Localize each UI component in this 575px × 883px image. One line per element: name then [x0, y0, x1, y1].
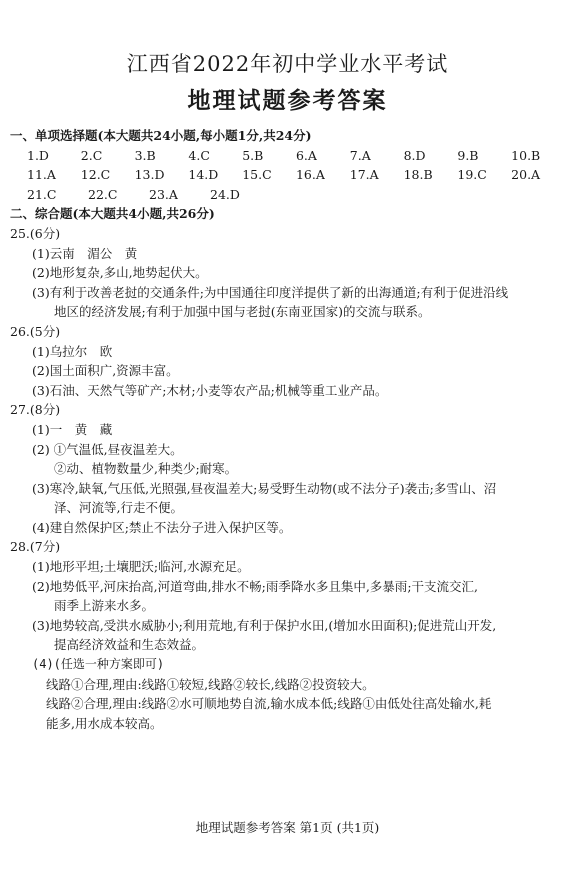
q26-answer-2: (2)国土面积广,资源丰富。 — [32, 363, 179, 379]
section1-heading: 一、单项选择题(本大题共24小题,每小题1分,共24分) — [10, 128, 312, 143]
answer-item: 18.B — [403, 167, 433, 183]
q28-option-1: 线路①合理,理由:线路①较短,线路②较长,线路②投资较大。 — [46, 676, 375, 692]
q28-answer-3-cont: 提高经济效益和生态效益。 — [54, 637, 205, 653]
q27-answer-1: (1)一 黄 藏 — [32, 421, 113, 437]
answer-item: 12.C — [80, 167, 111, 183]
answer-item: 19.C — [457, 167, 487, 183]
section2-heading: 二、综合题(本大题共4小题,共26分) — [10, 206, 215, 222]
q25-answer-1: (1)云南 湄公 黄 — [32, 245, 138, 261]
q28-option-2: 线路②合理,理由:线路②水可顺地势自流,输水成本低;线路①由低处往高处输水,耗 — [46, 696, 492, 712]
answer-item: 20.A — [511, 167, 541, 183]
answer-row — [10, 185, 565, 205]
q25-answer-2: (2)地形复杂,多山,地势起伏大。 — [32, 265, 208, 281]
answer-item: 8.D — [403, 147, 426, 163]
q28-answer-1: (1)地形平坦;土壤肥沃;临河,水源充足。 — [32, 559, 250, 575]
answer-item: 10.B — [511, 147, 541, 163]
q28-answer-2: (2)地势低平,河床抬高,河道弯曲,排水不畅;雨季降水多且集中,多暴雨;干支流交汇, — [32, 578, 478, 594]
answer-item: 22.C — [88, 186, 118, 202]
answer-item: 13.D — [134, 167, 165, 183]
q27-answer-2: (2) ①气温低,昼夜温差大。 — [32, 441, 183, 457]
document-title: 江西省2022年初中学业水平考试 — [126, 52, 449, 76]
answer-item: 1.D — [27, 147, 49, 163]
q28-answer-4: (4)(任选一种方案即可) — [32, 657, 165, 672]
answer-item: 3.B — [134, 147, 156, 163]
answer-item: 4.C — [188, 147, 210, 163]
answer-item: 9.B — [457, 147, 479, 163]
answer-item: 23.A — [149, 186, 178, 202]
answer-item: 15.C — [242, 167, 272, 183]
q27-heading: 27.(8分) — [10, 402, 61, 418]
q26-heading: 26.(5分) — [10, 323, 61, 339]
q25-answer-3-cont: 地区的经济发展;有利于加强中国与老挝(东南亚国家)的交流与联系。 — [54, 304, 431, 320]
q25-answer-3: (3)有利于改善老挝的交通条件;为中国通往印度洋提供了新的出海通道;有利于促进沿线 — [32, 284, 509, 300]
answer-item: 2.C — [80, 147, 103, 163]
answer-content — [10, 126, 565, 733]
q28-heading: 28.(7分) — [10, 539, 61, 555]
q27-answer-4: (4)建自然保护区;禁止不法分子进入保护区等。 — [32, 519, 292, 535]
answer-item: 14.D — [188, 167, 219, 183]
answer-item: 11.A — [27, 167, 56, 183]
q27-answer-3-cont: 泽、河流等,行走不便。 — [54, 500, 183, 516]
q27-answer-3: (3)寒冷,缺氧,气压低,光照强,昼夜温差大;易受野生动物(或不法分子)袭击;多雪山、沼 — [32, 480, 497, 496]
q27-answer-2-cont: ②动、植物数量少,种类少;耐寒。 — [54, 461, 238, 477]
answer-row — [10, 165, 565, 185]
answer-item: 24.D — [210, 186, 240, 202]
q26-answer-3: (3)石油、天然气等矿产;木材;小麦等农产品;机械等重工业产品。 — [32, 382, 388, 398]
answer-item: 21.C — [27, 186, 57, 202]
q28-answer-2-cont: 雨季上游来水多。 — [54, 598, 155, 614]
answer-row — [10, 146, 565, 166]
q25-heading: 25.(6分) — [10, 225, 61, 241]
page-footer: 地理试题参考答案 第1页 (共1页) — [195, 820, 380, 835]
q26-answer-1: (1)乌拉尔 欧 — [32, 343, 113, 359]
answer-item: 17.A — [349, 167, 379, 183]
document-subtitle: 地理试题参考答案 — [187, 87, 388, 114]
q28-option-2-cont: 能多,用水成本较高。 — [46, 715, 163, 731]
answer-item: 7.A — [349, 147, 371, 163]
q28-answer-3: (3)地势较高,受洪水威胁小;利用荒地,有利于保护水田,(增加水田面积);促进荒山开发, — [32, 617, 497, 633]
answer-item: 6.A — [295, 147, 317, 163]
answer-item: 5.B — [242, 147, 264, 163]
answer-item: 16.A — [295, 167, 325, 183]
